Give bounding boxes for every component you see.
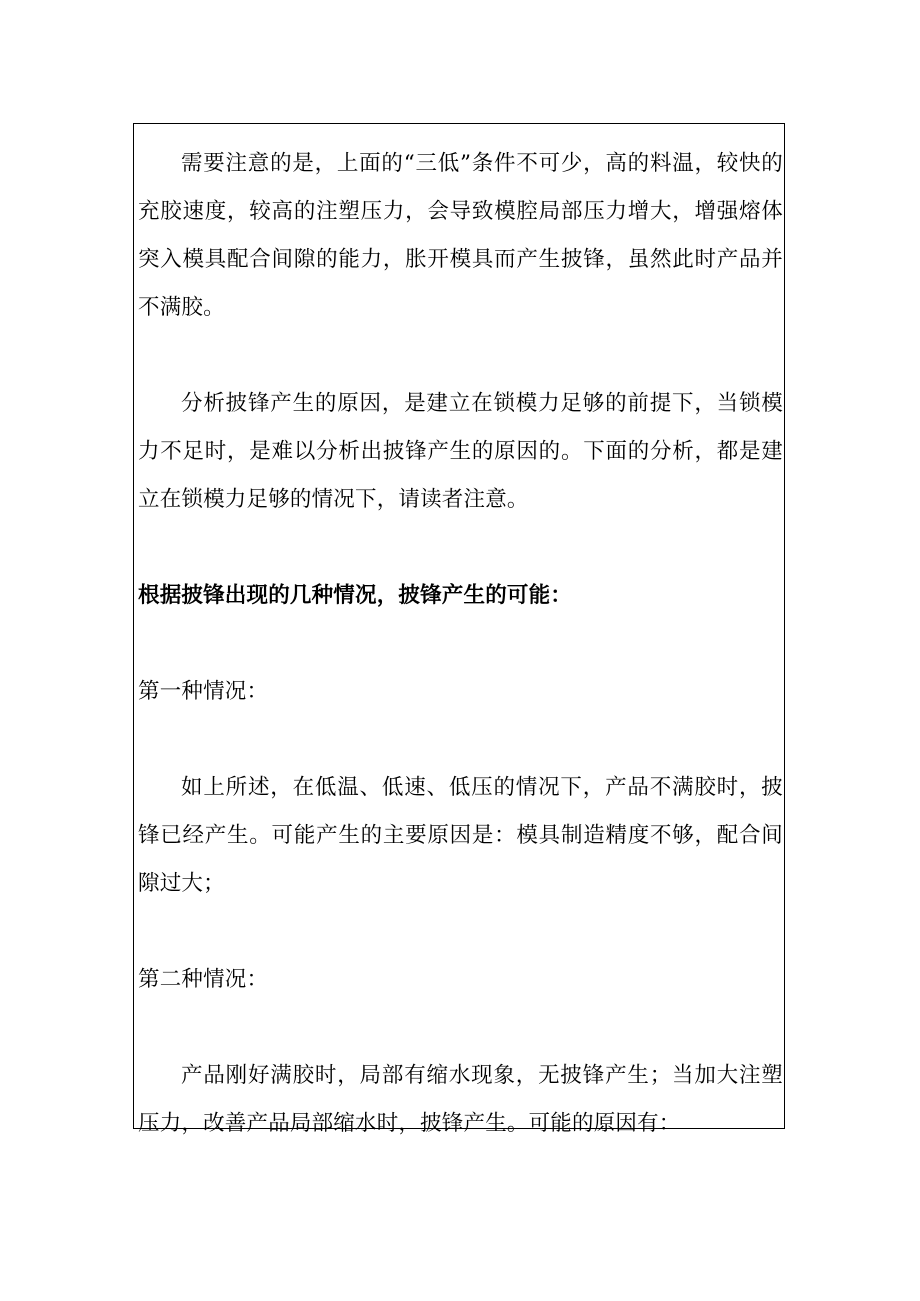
case-two-body: 产品刚好满胶时，局部有缩水现象，无披锋产生；当加大注塑压力，改善产品局部缩水时，披锋产生。可能的原因有： [138,1063,783,1136]
paragraph-clamping-force: 分析披锋产生的原因，是建立在锁模力足够的前提下，当锁模力不足时，是难以分析出披锋产生的原因的。下面的分析，都是建立在锁模力足够的情况下，请读者注意。 [138,391,783,512]
paragraph-spacer [138,908,783,956]
paragraph-spacer [138,620,783,668]
case-two-heading: 第二种情况： [138,967,269,992]
paragraph-spacer [138,332,783,380]
paragraph-spacer [138,1004,783,1052]
paragraph-three-low-note: 需要注意的是，上面的“三低”条件不可少，高的料温，较快的充胶速度，较高的注塑压力，会导致模腔局部压力增大，增强熔体突入模具配合间隙的能力，胀开模具而产生披锋，虽然此时产品并不满胶。 [138,151,783,320]
paragraph-spacer [138,524,783,572]
document-table-cell [133,123,785,1136]
paragraph-spacer [138,716,783,764]
section-heading: 根据披锋出现的几种情况，披锋产生的可能： [138,583,573,608]
case-one-body: 如上所述，在低温、低速、低压的情况下，产品不满胶时，披锋已经产生。可能产生的主要原因是：模具制造精度不够，配合间隙过大； [138,775,783,896]
case-one-heading: 第一种情况： [138,679,269,704]
document-body [138,140,783,1148]
